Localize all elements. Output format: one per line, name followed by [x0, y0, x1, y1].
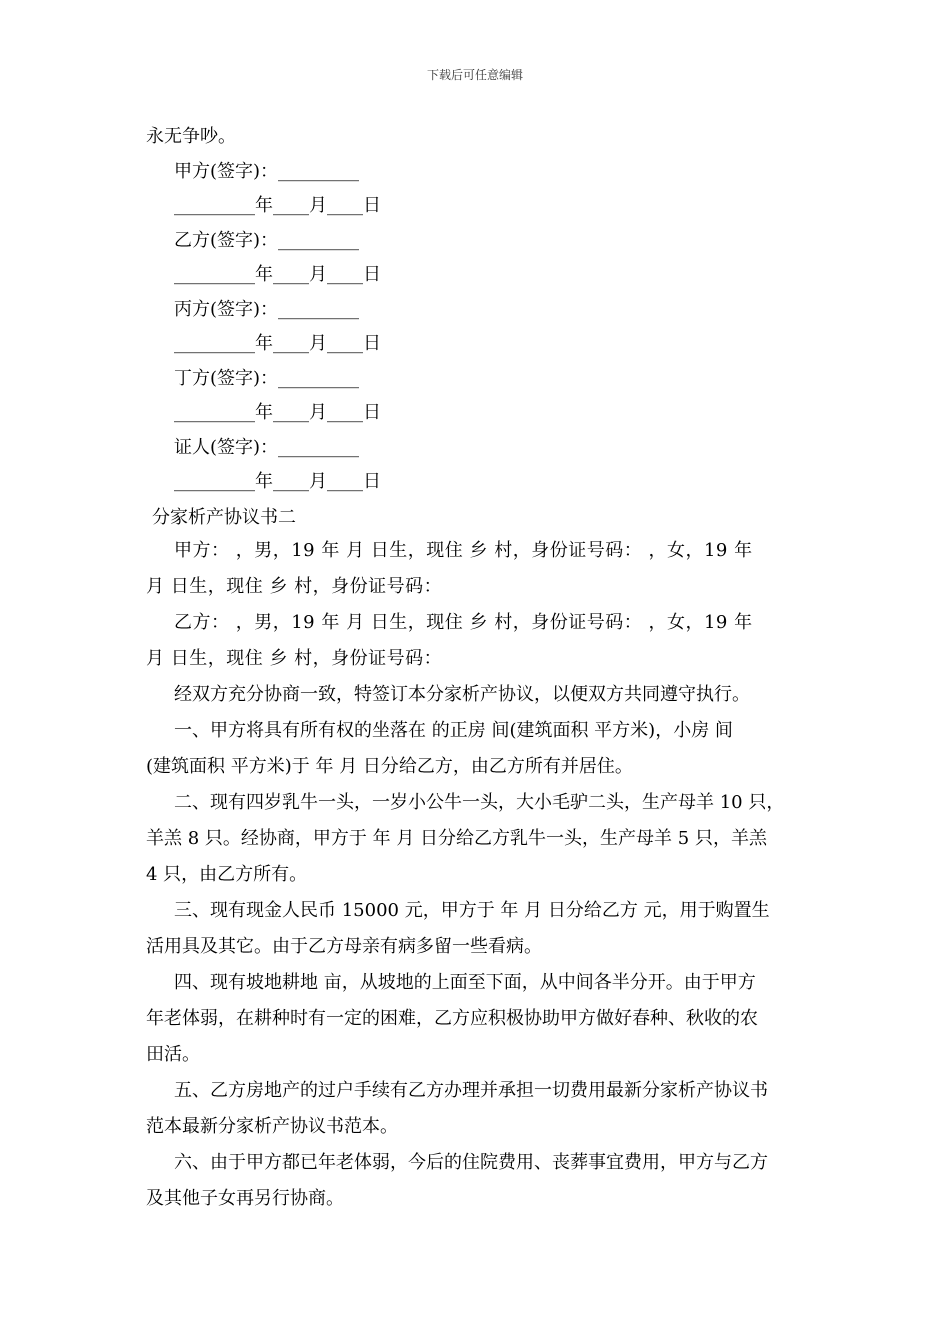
clause-5-line-1: 五、乙方房地产的过户手续有乙方办理并承担一切费用最新分家析产协议书	[174, 1080, 768, 1101]
intro-paragraph: 经双方充分协商一致，特签订本分家析产协议，以便双方共同遵守执行。	[174, 684, 750, 705]
clause-2-line-3: 4 只，由乙方所有。	[146, 864, 308, 885]
clause-2-line-1: 二、现有四岁乳牛一头，一岁小公牛一头，大小毛驴二头，生产母羊 10 只，	[174, 792, 785, 813]
party-a-line-2: 月 日生，现住 乡 村，身份证号码：	[146, 576, 443, 597]
clause-6-line-1: 六、由于甲方都已年老体弱，今后的住院费用、丧葬事宜费用，甲方与乙方	[174, 1152, 768, 1173]
signature-line-party-b: 乙方(签字)：_________	[174, 230, 360, 251]
clause-1-line-1: 一、甲方将具有所有权的坐落在 的正房 间(建筑面积 平方米)，小房 间	[174, 720, 733, 741]
clause-4-line-1: 四、现有坡地耕地 亩，从坡地的上面至下面，从中间各半分开。由于甲方	[174, 972, 756, 993]
party-b-line-2: 月 日生，现住 乡 村，身份证号码：	[146, 648, 443, 669]
date-line-party-c: _________年____月____日	[174, 333, 381, 354]
clause-4-line-2: 年老体弱，在耕种时有一定的困难，乙方应积极协助甲方做好春种、秋收的农	[146, 1008, 758, 1029]
date-line-party-d: _________年____月____日	[174, 402, 381, 423]
clause-2-line-2: 羊羔 8 只。经协商，甲方于 年 月 日分给乙方乳牛一头，生产母羊 5 只，羊羔	[146, 828, 767, 849]
clause-5-line-2: 范本最新分家析产协议书范本。	[146, 1116, 398, 1137]
party-b-line-1: 乙方： ，男，19 年 月 日生，现住 乡 村，身份证号码： ，女，19 年	[174, 612, 753, 633]
signature-line-party-d: 丁方(签字)：_________	[174, 368, 360, 389]
date-line-party-b: _________年____月____日	[174, 264, 381, 285]
signature-line-party-a: 甲方(签字)：_________	[174, 161, 360, 182]
date-line-witness: _________年____月____日	[174, 471, 381, 492]
section-title: 分家析产协议书二	[152, 507, 296, 528]
clause-1-line-2: (建筑面积 平方米)于 年 月 日分给乙方，由乙方所有并居住。	[146, 756, 633, 777]
party-a-line-1: 甲方： ，男，19 年 月 日生，现住 乡 村，身份证号码： ，女，19 年	[174, 540, 753, 561]
page-header-note: 下载后可任意编辑	[426, 68, 523, 82]
signature-line-witness: 证人(签字)：_________	[174, 437, 360, 458]
clause-3-line-2: 活用具及其它。由于乙方母亲有病多留一些看病。	[146, 936, 542, 957]
clause-4-line-3: 田活。	[146, 1044, 200, 1065]
paragraph-tail: 永无争吵。	[146, 126, 236, 147]
date-line-party-a: _________年____月____日	[174, 195, 381, 216]
signature-line-party-c: 丙方(签字)：_________	[174, 299, 360, 320]
clause-3-line-1: 三、现有现金人民币 15000 元，甲方于 年 月 日分给乙方 元，用于购置生	[174, 900, 770, 921]
clause-6-line-2: 及其他子女再另行协商。	[146, 1188, 344, 1209]
